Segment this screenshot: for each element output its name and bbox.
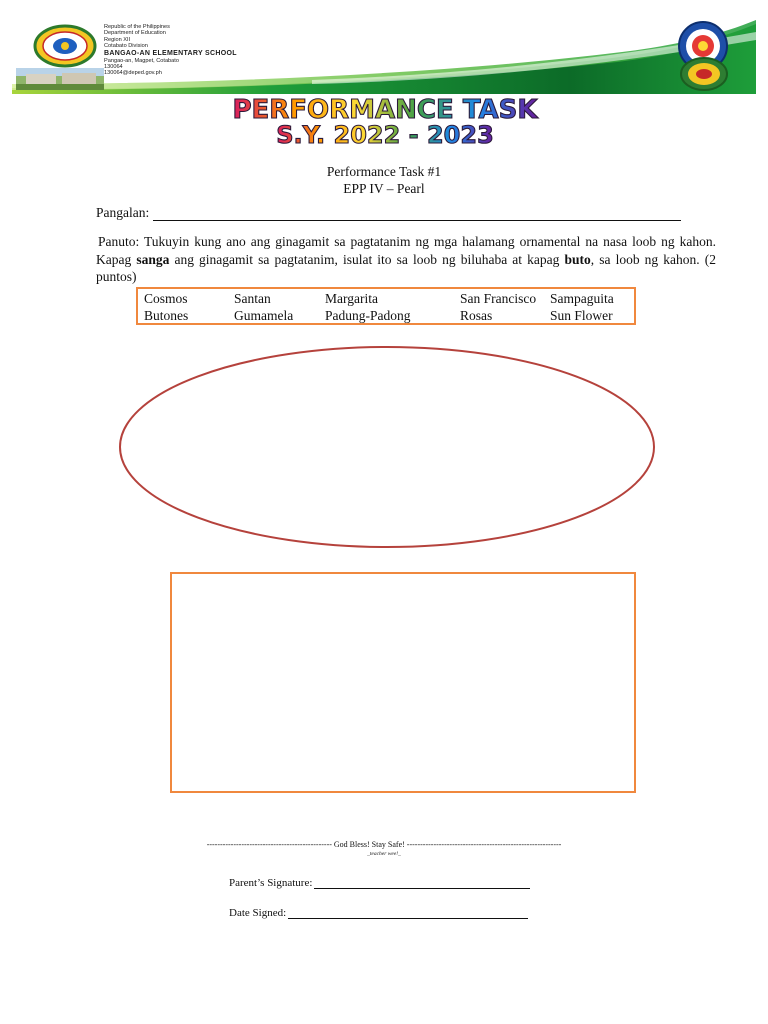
school-info-region: Region XII: [104, 36, 131, 43]
instructions-bold-sanga: sanga: [136, 251, 170, 267]
blessing-text: God Bless! Stay Safe!: [333, 840, 405, 849]
deped-seal-icon: [30, 22, 100, 74]
task-number: Performance Task #1: [326, 164, 442, 179]
word-item: San Francisco: [460, 291, 537, 306]
document-title: [230, 94, 540, 148]
name-field: [96, 205, 681, 221]
parent-signature-line[interactable]: [314, 878, 530, 889]
buto-answer-box[interactable]: [170, 572, 636, 793]
blessing-dashes-right: ----------------------------------------------------------: [406, 840, 562, 849]
date-signed-label: Date Signed:: [229, 907, 287, 919]
instructions-bold-buto: buto: [564, 251, 591, 267]
word-item: Butones: [144, 308, 189, 323]
date-signed-field: [229, 907, 528, 919]
title-line-2: S.Y. 2022 - 2023: [276, 121, 494, 148]
school-info-email: 130064@deped.gov.ph: [104, 70, 162, 77]
word-item: Sampaguita: [550, 291, 614, 306]
instructions: [96, 233, 716, 286]
school-info-republic: Republic of the Philippines: [104, 24, 170, 30]
parent-signature-field: [229, 877, 530, 889]
instructions-part-2: ang ginagamit sa pagtatanim, isulat ito sa loob ng biluhaba at kapag: [169, 251, 565, 267]
date-signed-line[interactable]: [288, 908, 528, 919]
word-bank-box: [136, 287, 636, 325]
title-line-1: PERFORMANCE TASK: [232, 95, 538, 125]
school-seal-icon: [679, 56, 729, 92]
school-info-address: Pangao-an, Magpet, Cotabato: [104, 57, 179, 64]
school-building-photo: [16, 68, 104, 90]
blessing-line: [0, 840, 768, 850]
teacher-tag: _teacher wee!_: [367, 851, 401, 857]
school-info-block: [104, 24, 364, 77]
school-name: BANGAO-AN ELEMENTARY SCHOOL: [104, 49, 237, 57]
word-item: Cosmos: [144, 291, 188, 306]
school-info-id: 130064: [104, 64, 123, 71]
word-item: Margarita: [325, 291, 378, 306]
name-input-line[interactable]: [153, 207, 681, 221]
subheading: [0, 163, 768, 197]
word-item: Santan: [234, 291, 271, 306]
sanga-answer-ellipse[interactable]: [116, 343, 658, 551]
name-label: Pangalan:: [96, 205, 150, 220]
school-info-division: Cotabato Division: [104, 43, 148, 50]
parent-signature-label: Parent’s Signature:: [229, 877, 313, 889]
word-item: Rosas: [460, 308, 493, 323]
word-item: Padung-Padong: [325, 308, 411, 323]
blessing-dashes-left: -----------------------------------------------: [206, 840, 332, 849]
school-info-department: Department of Education: [104, 30, 166, 37]
subject-section: EPP IV – Pearl: [343, 181, 425, 196]
instructions-part-3: , sa loob ng kahon. (2 puntos): [96, 251, 716, 284]
header-banner: [12, 18, 756, 94]
word-item: Gumamela: [234, 308, 294, 323]
word-item: Sun Flower: [550, 308, 613, 323]
instructions-part-1: Panuto: Tukuyin kung ano ang ginagamit sa pagtatanim ng mga halamang ornamental na nasa loob ng kahon. Kapag: [96, 234, 716, 267]
